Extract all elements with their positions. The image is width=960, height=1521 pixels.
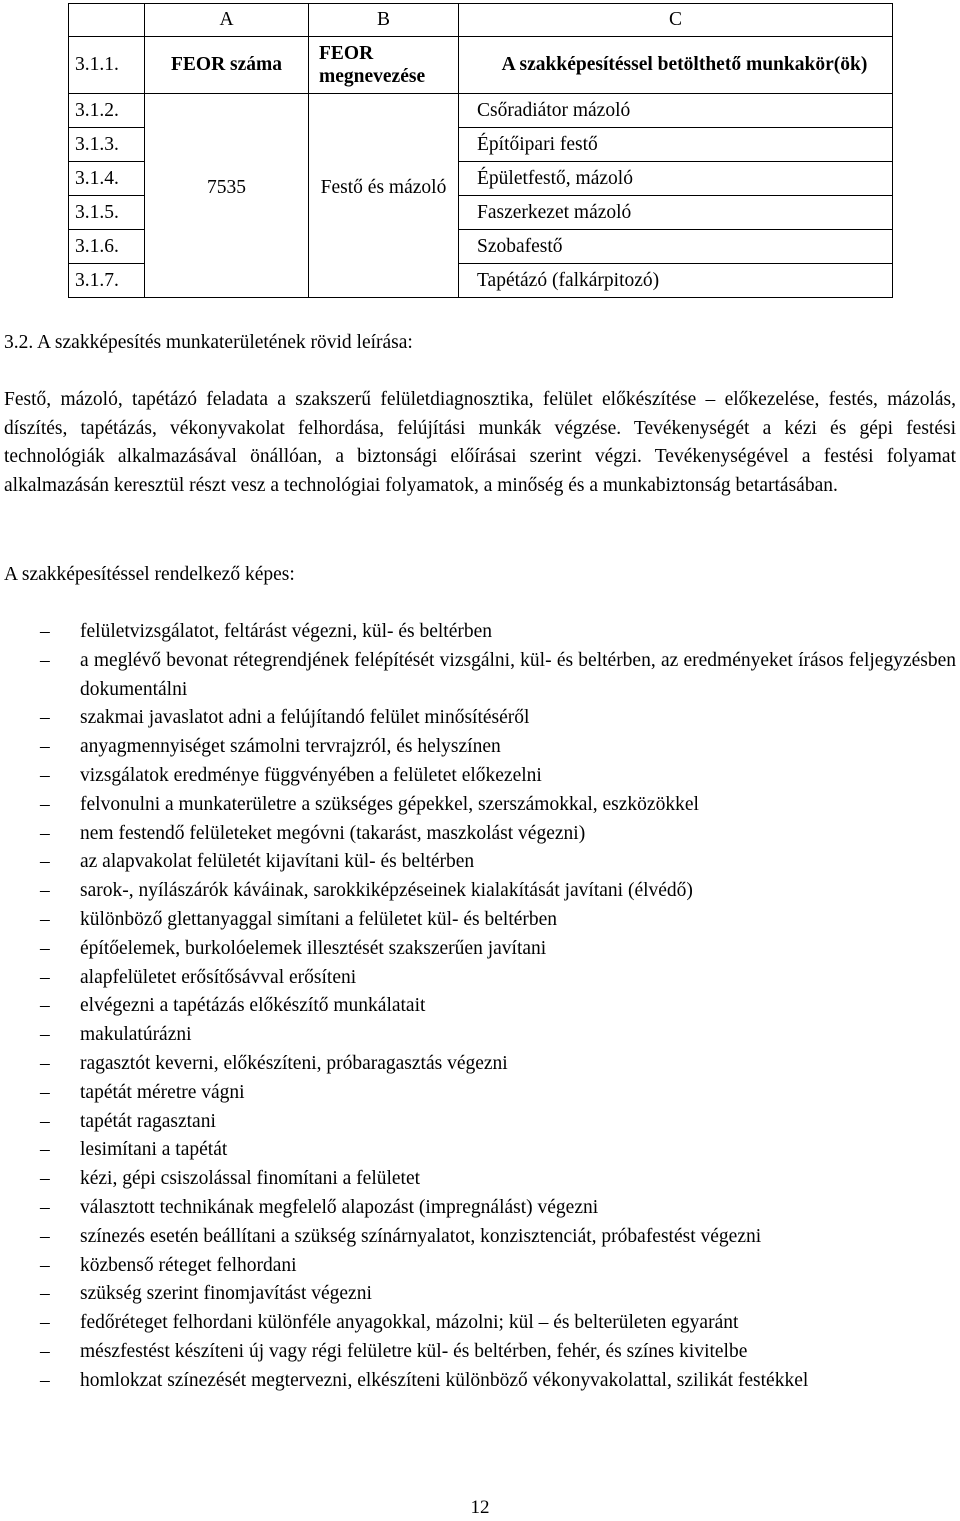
list-item — [4, 1021, 956, 1050]
table-row-number: 3.1.4. — [69, 162, 145, 196]
dash-bullet-icon: – — [40, 736, 50, 758]
job-title: Szobafestő — [459, 230, 893, 264]
list-item-text: tapétát méretre vágni — [80, 1081, 245, 1103]
list-item-text: építőelemek, burkolóelemek illesztését szakszerűen javítani — [80, 937, 547, 959]
list-item-text: sarok-, nyílászárók káváinak, sarokkiképzéseinek kialakítását javítani (élvédő) — [80, 880, 693, 902]
header-feor-number: FEOR száma — [145, 37, 309, 94]
dash-bullet-icon: – — [40, 1283, 50, 1305]
list-item — [4, 992, 956, 1021]
list-item-text: az alapvakolat felületét kijavítani kül- és beltérben — [80, 851, 475, 873]
table-corner-cell — [69, 4, 145, 37]
dash-bullet-icon: – — [40, 707, 50, 729]
feor-name-cell — [309, 94, 459, 298]
list-item — [4, 1108, 956, 1137]
list-item-text: szakmai javaslatot adni a felújítandó felület minősítéséről — [80, 707, 530, 729]
list-item — [4, 1079, 956, 1108]
capabilities-intro: A szakképesítéssel rendelkező képes: — [4, 564, 295, 585]
feor-table — [68, 3, 893, 298]
dash-bullet-icon: – — [40, 1168, 50, 1190]
table-row-number: 3.1.5. — [69, 196, 145, 230]
column-letter-c: C — [459, 4, 893, 37]
list-item — [4, 906, 956, 935]
list-item-text: felvonulni a munkaterületre a szükséges gépekkel, szerszámokkal, eszközökkel — [80, 793, 699, 815]
dash-bullet-icon: – — [40, 764, 50, 786]
list-item — [4, 964, 956, 993]
list-item-text: homlokzat színezését megtervezni, elkészíteni különböző vékonyvakolattal, szilikát festékkel — [80, 1369, 809, 1391]
list-item-text: közbenső réteget felhordani — [80, 1254, 297, 1276]
list-item-text: a meglévő bevonat rétegrendjének felépítését vizsgálni, kül- és beltérben, az eredményeket írásos feljegyzésben dokumentálni — [80, 649, 956, 700]
dash-bullet-icon: – — [40, 880, 50, 902]
list-item-text: mészfestést készíteni új vagy régi felületre kül- és beltérben, fehér, és színes kivitelbe — [80, 1340, 748, 1362]
list-item — [4, 762, 956, 791]
dash-bullet-icon: – — [40, 621, 50, 642]
list-item-text: vizsgálatok eredménye függvényében a felületet előkezelni — [80, 764, 542, 786]
dash-bullet-icon: – — [40, 908, 50, 930]
table-row-number: 3.1.6. — [69, 230, 145, 264]
list-item — [4, 647, 956, 705]
list-item — [4, 877, 956, 906]
feor-number: 7535 — [207, 176, 246, 198]
list-item — [4, 1136, 956, 1165]
list-item-text: szükség szerint finomjavítást végezni — [80, 1283, 372, 1305]
table-header-row — [69, 37, 893, 94]
list-item — [4, 791, 956, 820]
list-item-text: anyagmennyiséget számolni tervrajzról, és helyszínen — [80, 736, 501, 758]
dash-bullet-icon: – — [40, 1139, 50, 1161]
list-item — [4, 1165, 956, 1194]
list-item-text: makulatúrázni — [80, 1024, 192, 1046]
job-title: Építőipari festő — [459, 128, 893, 162]
list-item-text: fedőréteget felhordani különféle anyagokkal, mázolni; kül – és belterületen egyaránt — [80, 1312, 739, 1334]
feor-name: Festő és mázoló — [320, 176, 447, 198]
dash-bullet-icon: – — [40, 966, 50, 988]
list-item-text: különböző glettanyaggal simítani a felületet kül- és beltérben — [80, 908, 558, 930]
header-jobs — [459, 37, 893, 94]
list-item-text: nem festendő felületeket megóvni (takarást, maszkolást végezni) — [80, 822, 586, 844]
table-row — [69, 94, 893, 128]
job-title: Tapétázó (falkárpitozó) — [459, 264, 893, 298]
list-item — [4, 704, 956, 733]
list-item-text: alapfelületet erősítősávval erősíteni — [80, 966, 357, 988]
dash-bullet-icon: – — [40, 851, 50, 873]
list-item — [4, 1309, 956, 1338]
list-item-text: ragasztót keverni, előkészíteni, próbaragasztás végezni — [80, 1052, 508, 1074]
job-title: Faszerkezet mázoló — [459, 196, 893, 230]
list-item — [4, 935, 956, 964]
dash-bullet-icon: – — [40, 1052, 50, 1074]
dash-bullet-icon: – — [40, 1024, 50, 1046]
list-item — [4, 820, 956, 849]
table-row-number: 3.1.3. — [69, 128, 145, 162]
job-title: Épületfestő, mázoló — [459, 162, 893, 196]
page-number: 12 — [470, 1497, 490, 1518]
list-item — [4, 1223, 956, 1252]
list-item-text: választott technikának megfelelő alapozást (impregnálást) végezni — [80, 1196, 599, 1218]
column-letter-a: A — [145, 4, 309, 37]
dash-bullet-icon: – — [40, 1081, 50, 1103]
table-row-number: 3.1.1. — [69, 37, 145, 94]
list-item — [4, 1050, 956, 1079]
list-item — [4, 1280, 956, 1309]
list-item — [4, 848, 956, 877]
dash-bullet-icon: – — [40, 1254, 50, 1276]
dash-bullet-icon: – — [40, 1312, 50, 1334]
list-item — [4, 1367, 956, 1396]
list-item-text: lesimítani a tapétát — [80, 1139, 228, 1161]
table-letter-row — [69, 4, 893, 37]
column-letter-b: B — [309, 4, 459, 37]
list-item-text: színezés esetén beállítani a szükség színárnyalatot, konzisztenciát, próbafestést végezni — [80, 1225, 762, 1247]
list-item-text: felületvizsgálatot, feltárást végezni, kül- és beltérben — [80, 621, 493, 642]
list-item-text: kézi, gépi csiszolással finomítani a felületet — [80, 1168, 421, 1190]
dash-bullet-icon: – — [40, 649, 50, 671]
capabilities-list — [4, 618, 956, 1396]
dash-bullet-icon: – — [40, 1369, 50, 1391]
header-feor-name — [309, 37, 459, 94]
feor-number-cell — [145, 94, 309, 298]
list-item — [4, 618, 956, 647]
dash-bullet-icon: – — [40, 937, 50, 959]
list-item — [4, 733, 956, 762]
list-item — [4, 1338, 956, 1367]
section-title: 3.2. A szakképesítés munkaterületének rövid leírása: — [4, 332, 413, 353]
list-item — [4, 1252, 956, 1281]
list-item-text: tapétát ragasztani — [80, 1110, 216, 1132]
job-title: Csőradiátor mázoló — [459, 94, 893, 128]
header-jobs-text: A szakképesítéssel betölthető munkakör(ök) — [501, 54, 868, 76]
list-item — [4, 1194, 956, 1223]
header-feor-name-text: FEOR megnevezése — [319, 42, 426, 87]
list-item-text: elvégezni a tapétázás előkészítő munkálatait — [80, 995, 426, 1017]
dash-bullet-icon: – — [40, 1110, 50, 1132]
table-row-number: 3.1.7. — [69, 264, 145, 298]
dash-bullet-icon: – — [40, 1225, 50, 1247]
dash-bullet-icon: – — [40, 1196, 50, 1218]
dash-bullet-icon: – — [40, 793, 50, 815]
dash-bullet-icon: – — [40, 1340, 50, 1362]
table-row-number: 3.1.2. — [69, 94, 145, 128]
work-area-description: Festő, mázoló, tapétázó feladata a szakszerű felületdiagnosztika, felület előkészítése – előkezelése, festés, mázolás, díszítés, tapétázás, vékonyvakolat felhordása, felújítási munkák végzése. Tevékenységét a kézi és gépi festési technológiák alkalmazásával önállóan, a biztonsági előírásai szerint végzi. Tevékenységével a festési folyamat alkalmazásán keresztül részt vesz a technológiai folyamatok, a minőség és a munkabiztonság betartásában. — [4, 389, 956, 496]
dash-bullet-icon: – — [40, 995, 50, 1017]
dash-bullet-icon: – — [40, 822, 50, 844]
